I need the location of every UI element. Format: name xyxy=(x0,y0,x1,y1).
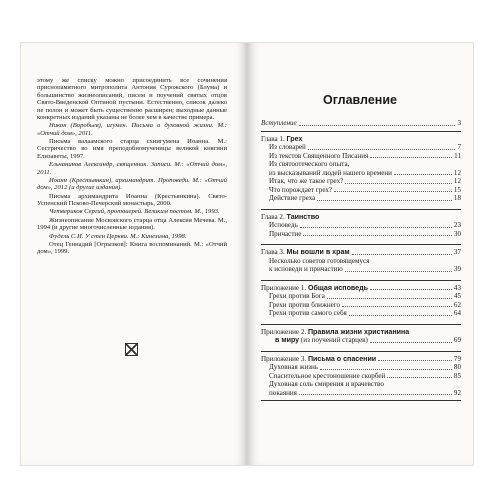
open-book xyxy=(20,42,474,466)
toc-entry: Итак, что же такое грех? 12 xyxy=(269,177,461,185)
toc-chapter-heading: Приложение 3. Письма о спасении 79 xyxy=(261,354,461,363)
paragraph: Письма валаамского старца схиигумена Иоанна. М.: Сестричество во имя преподобномученицы великой княгини Елизаветы, 1997. xyxy=(37,138,227,160)
toc-page-number: 3 xyxy=(457,119,461,127)
toc-entry: в миру (из поучений старцев) 69 xyxy=(275,336,461,344)
toc-entry: покаяния 92 xyxy=(269,388,461,397)
toc-entry: Из текстов Священного Писания 11 xyxy=(269,151,461,160)
paragraph: Письма архимандрита Иоанна (Крестьянкина). Свято-Успенский Псково-Печерский монастырь, 2000. xyxy=(37,192,227,207)
paragraph: Жизнеописание Московского старца отца Алексия Мечева. М., 1994 (и другие многочисленные издания). xyxy=(37,216,227,232)
toc-entry: Что порождает грех? 15 xyxy=(269,185,461,194)
toc-appendix-3 xyxy=(261,351,461,402)
toc-entry: Несколько советов готовящемуся xyxy=(269,256,370,265)
toc-appendix-1 xyxy=(261,280,461,321)
toc-chapter-heading: Глава 3. Мы вошли в храм 37 xyxy=(261,248,461,256)
toc-entry: Исповедь 23 xyxy=(269,221,461,229)
toc-entry-intro xyxy=(261,119,461,128)
chapter-name: Грех xyxy=(286,134,303,143)
toc-entry: Грехи против Бога 45 xyxy=(269,292,461,300)
toc-entry: к исповеди и причастию 39 xyxy=(269,265,461,273)
paragraph: Ельчанинов Александр, священник. Записи. М.: «Отчий дом», 2011. xyxy=(37,161,227,176)
toc-chapter-3 xyxy=(261,244,461,277)
table-of-contents xyxy=(261,119,461,401)
toc-chapter-heading xyxy=(261,135,461,144)
toc-entry: Грехи против самого себя 64 xyxy=(269,309,461,317)
toc-chapter-heading: Глава 2. Таинство xyxy=(261,212,320,221)
toc-entry: Грехи против ближнего 62 xyxy=(269,300,461,309)
toc-chapter-heading: Приложение 2. Правила жизни христианина xyxy=(261,327,410,336)
paragraph: этому же списку можно присоединить все сочинения приснопамятного митрополита Антония Сурожского (Блума) и большинство жизнеописаний, писем и поучений святых отцов Свято-Введенской Оптиной пустыни. Естественно, список далеко не полон и может быть существенно расширен; выходные данные конкретных изданий указаны не более чем в качестве примера. xyxy=(37,77,227,121)
ornament-icon xyxy=(125,343,138,356)
toc-appendix-2 xyxy=(261,324,461,348)
toc-entry: Действие греха 18 xyxy=(269,194,461,202)
toc-entry: Из святоотеческого опыта, xyxy=(269,160,350,168)
right-page xyxy=(247,42,474,466)
toc-entry-label: Вступление xyxy=(261,119,297,127)
toc-entry: Духовная жизнь 80 xyxy=(269,363,461,371)
toc-entry: Спасительное крестоношение скорбей 85 xyxy=(269,371,461,380)
paragraph: Отец Геннадий [Огрызков]: Книга воспоминаний. М.: «Отчий дом», 1999. xyxy=(37,240,227,256)
bibliography-text xyxy=(37,77,227,257)
chapter-prefix: Глава 1. xyxy=(261,134,285,143)
paragraph: Иоанн (Крестьянкин), архимандрит. Проповеди. М.: «Отчий дом», 2012 (и другие издания). xyxy=(37,176,227,192)
paragraph: Никон (Воробьев), игумен. Письма о духовной жизни. М.: «Отчий дом», 2011. xyxy=(37,122,227,137)
toc-chapter-2 xyxy=(261,209,461,242)
toc-chapter-heading: Приложение 1. Общая исповедь 43 xyxy=(261,283,461,292)
paragraph: Четвериков Сергий, протоиерей. Великим постом. М., 1993. xyxy=(49,208,220,216)
leader-dots xyxy=(299,125,456,126)
toc-entry: Из словарей 7 xyxy=(269,143,461,151)
toc-entry: из высказываний людей нашего времени 12 xyxy=(269,168,461,177)
toc-entry: Духовная соль смирения и врачевство xyxy=(269,380,384,388)
toc-chapter-1 xyxy=(261,131,461,206)
toc-entry: Причастие 30 xyxy=(269,229,461,238)
left-page xyxy=(20,42,247,466)
toc-title: Оглавление xyxy=(323,93,397,107)
paragraph: Фудель С.И. У стен Церкви. М.: Кинезима, 1998. xyxy=(49,232,187,240)
